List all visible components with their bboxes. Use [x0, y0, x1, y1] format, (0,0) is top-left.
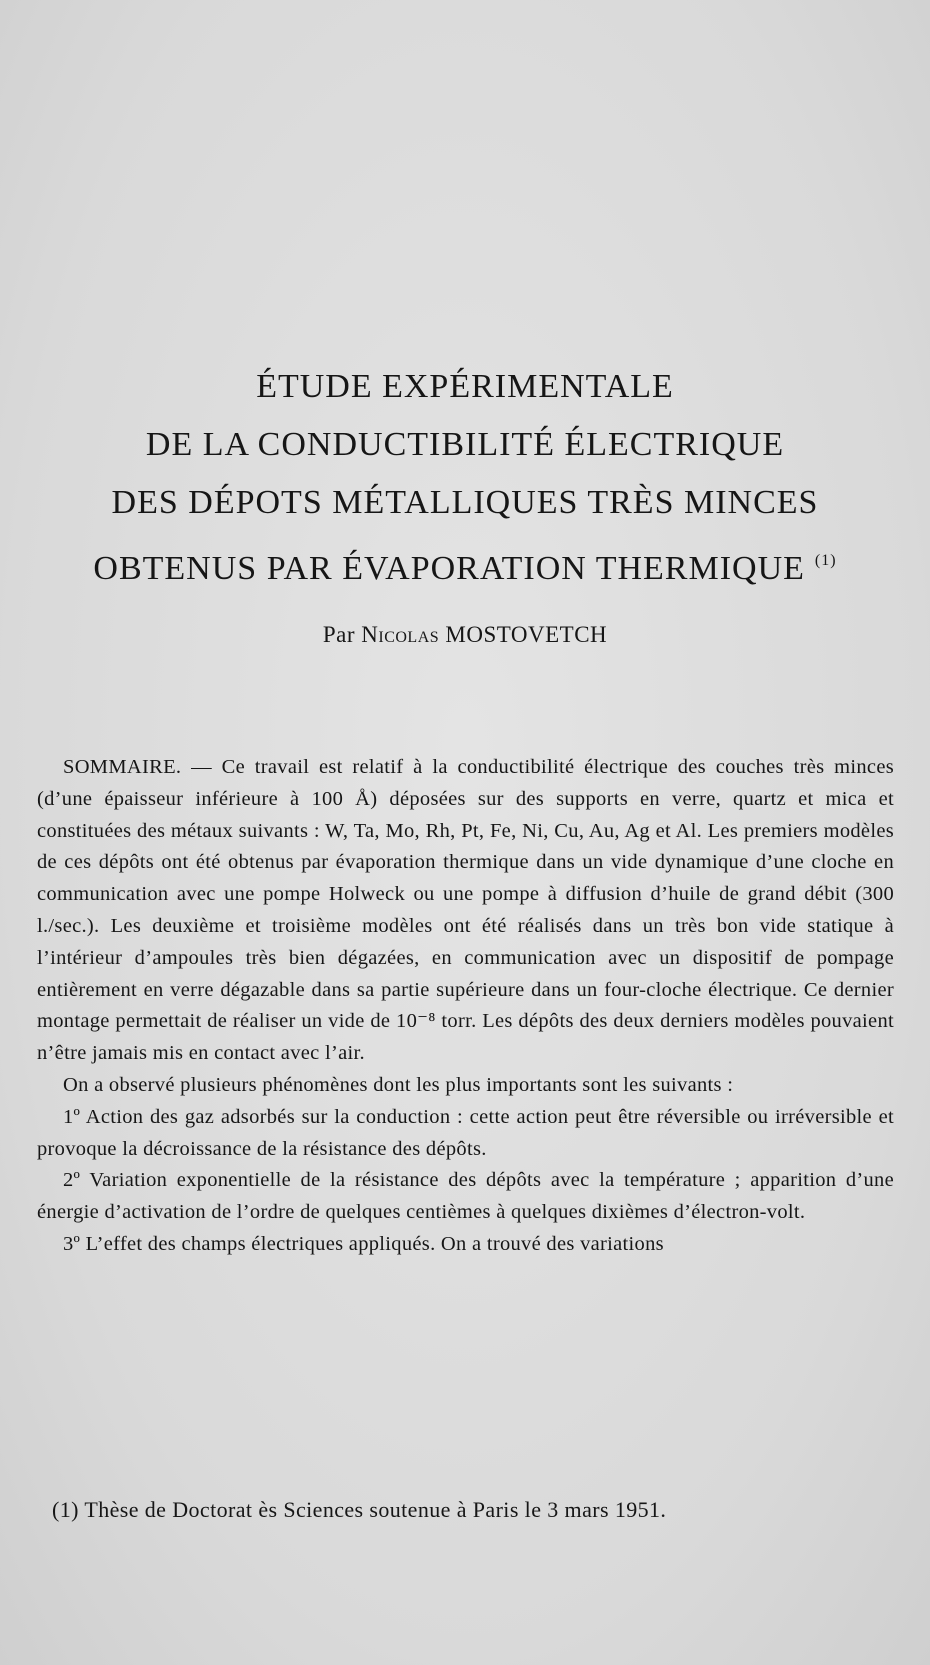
title-line-4-text: OBTENUS PAR ÉVAPORATION THERMIQUE — [93, 550, 805, 587]
item-3-paragraph: 3º L’effet des champs électriques appliqués. On a trouvé des variations — [63, 1232, 664, 1255]
title-line-4 — [30, 532, 900, 598]
author-last-name: MOSTOVETCH — [445, 622, 608, 647]
summary-paragraph: SOMMAIRE. — Ce travail est relatif à la conductibilité électrique des couches très minces (d’une épaisseur inférieure à 100 Å) déposées sur des supports en verre, quartz et mica et constituées des métaux suivants : W, Ta, Mo, Rh, Pt, Fe, Ni, Cu, Au, Ag et Al. Les premiers modèles de ces dépôts ont été obtenus par évaporation thermique dans un vide dynamique d’une cloche en communication avec une pompe Holweck ou une pompe à diffusion d’huile de grand débit (300 l./sec.). Les deuxième et troisième modèles ont été réalisés dans un très bon vide statique à l’intérieur d’ampoules très bien dégazées, en communication avec un dispositif de pompage entièrement en verre dégazable dans sa partie supérieure dans un four-cloche électrique. Ce dernier montage permettait de réaliser un vide de 10⁻⁸ torr. Les dépôts des deux derniers modèles pouvaient n’être jamais mis en contact avec l’air. — [37, 756, 894, 1065]
observed-paragraph: On a observé plusieurs phénomènes dont les plus importants sont les suivants : — [63, 1073, 734, 1096]
author-byline — [0, 622, 930, 648]
item-1-paragraph: 1º Action des gaz adsorbés sur la conduction : cette action peut être réversible ou irréversible et provoque la décroissance de la résistance des dépôts. — [37, 1105, 894, 1160]
item-2-paragraph: 2º Variation exponentielle de la résistance des dépôts avec la température ; apparition d’une énergie d’activation de l’ordre de quelques centièmes à quelques dixièmes d’électron-volt. — [37, 1169, 894, 1224]
footnote: (1) Thèse de Doctorat ès Sciences soutenue à Paris le 3 mars 1951. — [52, 1497, 667, 1522]
abstract-body — [37, 752, 894, 1261]
title-line-3: DES DÉPOTS MÉTALLIQUES TRÈS MINCES — [111, 484, 819, 521]
title-line-1: ÉTUDE EXPÉRIMENTALE — [256, 368, 674, 405]
title-footnote-marker: (1) — [814, 552, 837, 569]
title-line-2: DE LA CONDUCTIBILITÉ ÉLECTRIQUE — [145, 426, 785, 463]
byline-prefix: Par — [322, 622, 355, 647]
article-title — [30, 358, 900, 598]
author-first-name: Nicolas — [361, 622, 440, 647]
